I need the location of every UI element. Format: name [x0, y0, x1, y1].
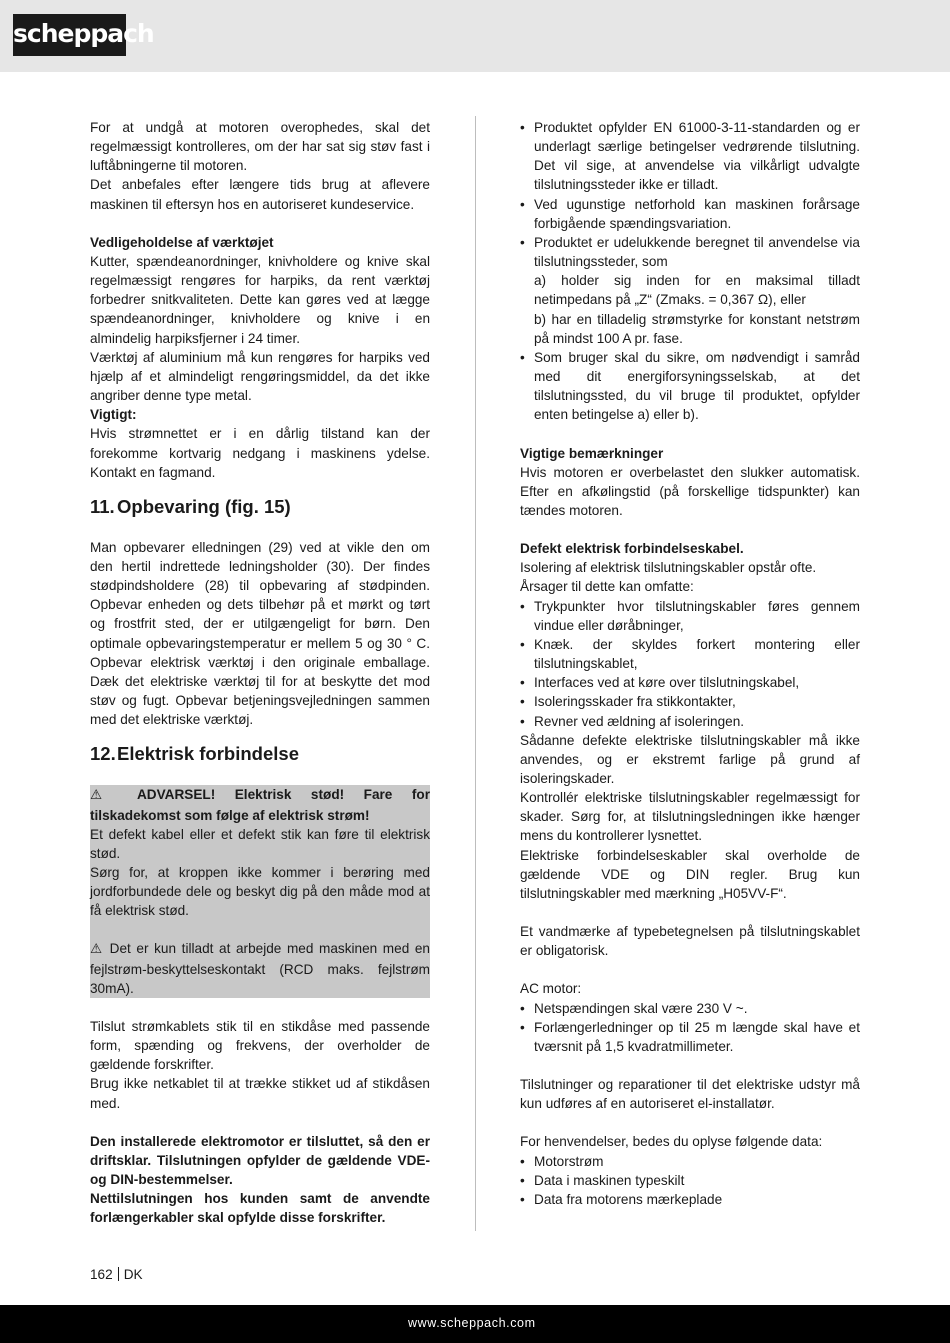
paragraph: Brug ikke netkablet til at trække stikket ud af stikdåsen med.	[90, 1076, 430, 1111]
page-number: 162	[90, 1267, 113, 1282]
warning-icon: ⚠	[90, 941, 105, 958]
column-divider	[475, 116, 476, 1231]
causes-list	[520, 597, 860, 731]
paragraph: Sådanne defekte elektriske tilslutningskabler må ikke anvendes, og er ekstremt farlige på grund af isoleringskader.	[520, 732, 860, 786]
language-code: DK	[123, 1267, 143, 1282]
left-column	[90, 118, 430, 1228]
list-item-text: Produktet er udelukkende beregnet til anvendelse via tilslutningssteder, som	[534, 234, 860, 270]
scheppach-logo: scheppach	[13, 14, 126, 56]
section-title: Elektrisk forbindelse	[117, 743, 299, 765]
list-item: • Produktet opfylder EN 61000-3-11-standarden og er underlagt særlige betingelser vedrørende tilslutning. Det vil sige, at anvendelse via vilkårligt udvalgte tilslutningssteder ikke er tilladt.	[520, 118, 860, 195]
paragraph: Et vandmærke af typebetegnelsen på tilslutningskablet er obligatorisk.	[520, 924, 860, 959]
list-item	[520, 233, 860, 348]
paragraph: Elektriske forbindelseskabler skal overholde de gældende VDE og DIN regler. Brug kun tilslutningskabler med mærkning „H05VV-F“.	[520, 847, 860, 901]
list-item: • Interfaces ved at køre over tilslutningskabel,	[520, 673, 860, 692]
paragraph: Hvis motoren er overbelastet den slukker automatisk. Efter en afkølingstid (på forskellige tidspunkter) kan tændes motoren.	[520, 464, 860, 518]
paragraph: Det anbefales efter længere tids brug at aflevere maskinen til eftersyn hos en autoriseret kundeservice.	[90, 177, 430, 212]
paragraph	[90, 939, 430, 997]
bold-paragraph: Den installerede elektromotor er tilsluttet, så den er driftsklar. Tilslutningen opfylder de gældende VDE- og DIN-bestemmelser.	[90, 1133, 430, 1188]
separator	[118, 1267, 119, 1281]
list-item: • Ved ugunstige netforhold kan maskinen forårsage forbigående spændingsvariation.	[520, 195, 860, 233]
website-link[interactable]: www.scheppach.com	[408, 1316, 536, 1330]
list-item: • Knæk. der skyldes forkert montering eller tilslutningskablet,	[520, 635, 860, 673]
list-item: • Motorstrøm	[520, 1152, 860, 1171]
ac-motor-label: AC motor:	[520, 981, 582, 997]
list-item: • Netspændingen skal være 230 V ~.	[520, 999, 860, 1018]
list-item: • Isoleringsskader fra stikkontakter,	[520, 692, 860, 711]
section-subheading: Vigtige bemærkninger	[520, 445, 664, 461]
condition-b: b) har en tilladelig strømstyrke for konstant netstrøm på mindst 100 A pr. fase.	[534, 311, 860, 346]
paragraph: Tilslut strømkablets stik til en stikdåse med passende form, spænding og frekvens, der overholder de gældende forskrifter.	[90, 1018, 430, 1073]
paragraph: For henvendelser, bedes du oplyse følgende data:	[520, 1134, 823, 1150]
inquiry-list	[520, 1152, 860, 1209]
list-item: • Revner ved ældning af isoleringen.	[520, 712, 860, 731]
paragraph: Man opbevarer elledningen (29) ved at vikle den om den hertil indrettede ledningsholder (30). Der findes stødpindsholdere (28) til opbevaring af stødpinden. Opbevar enheden og dets tilbehør på et mørkt og tørt og frostfrit sted, der er utilgængeligt for børn. Den optimale opbevaringstemperatur er mellem 5 og 30 ° C. Opbevar elektrisk værktøj i den originale emballage. Dæk det elektriske værktøj til for at beskytte det mod støv og fugt. Opbevar betjeningsvejledningen sammen med det elektriske værktøj.	[90, 539, 430, 728]
warning-icon: ⚠	[90, 787, 118, 804]
warning-box	[90, 785, 430, 998]
footer-bar	[0, 1305, 950, 1343]
paragraph: Kontrollér elektriske tilslutningskabler regelmæssigt for skader. Sørg for, at tilslutningsledningen ikke hænger mens du kontrollerer lysnettet.	[520, 790, 860, 844]
paragraph: Tilslutninger og reparationer til det elektriske udstyr må kun udføres af en autoriseret el-installatør.	[520, 1077, 860, 1112]
important-label: Vigtigt:	[90, 407, 137, 423]
paragraph: Isolering af elektrisk tilslutningskabler opstår ofte.	[520, 560, 817, 576]
paragraph: Et defekt kabel eller et defekt stik kan føre til elektrisk stød.	[90, 826, 430, 861]
section-heading-11	[90, 495, 430, 519]
ac-motor-list	[520, 999, 860, 1056]
section-heading-12	[90, 742, 430, 766]
paragraph: Hvis strømnettet er i en dårlig tilstand kan der forekomme kortvarig nedgang i maskinens ydelse. Kontakt en fagmand.	[90, 426, 430, 480]
warning-heading	[90, 785, 430, 824]
page-number-footer	[90, 1265, 143, 1284]
paragraph: For at undgå at motoren overophedes, skal det regelmæssigt kontrolleres, om der har sat sig støv fast i luftåbningerne til motoren.	[90, 120, 430, 174]
list-item: • Trykpunkter hvor tilslutningskabler føres gennem vindue eller døråbninger,	[520, 597, 860, 635]
section-subheading: Defekt elektrisk forbindelseskabel.	[520, 541, 744, 557]
bold-paragraph: Nettilslutningen hos kunden samt de anvendte forlængerkabler skal opfylde disse forskrifter.	[90, 1191, 430, 1226]
condition-a: a) holder sig inden for en maksimal tilladt netimpedans på „Z“ (Zmaks. = 0,367 Ω), eller	[534, 273, 860, 308]
paragraph: Årsager til dette kan omfatte:	[520, 579, 694, 595]
paragraph: Værktøj af aluminium må kun rengøres for harpiks ved hjælp af et almindeligt rengøringsmiddel, da det ikke angriber denne type metal.	[90, 349, 430, 404]
warning-heading-text: ADVARSEL! Elektrisk stød! Fare for tilskadekomst som følge af elektrisk strøm!	[90, 787, 430, 823]
warning-text: Det er kun tilladt at arbejde med maskinen med en fejlstrøm-beskyttelseskontakt (RCD maks. fejlstrøm 30mA).	[90, 941, 430, 996]
paragraph: Sørg for, at kroppen ikke kommer i berøring med jordforbundede dele og beskyt dig på den måde mod at få elektrisk stød.	[90, 865, 430, 919]
right-column	[520, 118, 860, 1209]
page-header	[0, 0, 950, 72]
list-item: • Som bruger skal du sikre, om nødvendigt i samråd med dit energiforsyningsselskab, at det tilslutningssted, du vil bruge til produktet, opfylder enten betingelse a) eller b).	[520, 348, 860, 425]
section-number: 12.	[90, 743, 116, 765]
list-item: • Data i maskinen typeskilt	[520, 1171, 860, 1190]
paragraph: Kutter, spændeanordninger, knivholdere og knive skal regelmæssigt rengøres for harpiks, da rent værktøj forbedrer snitkvaliteten. Dette kan gøres ved at lægge spændeanordninger, knivholdere og knive i en almindelig harpiksfjerner i 24 timer.	[90, 253, 430, 346]
section-number: 11.	[90, 495, 115, 517]
list-item: • Forlængerledninger op til 25 m længde skal have et tværsnit på 1,5 kvadratmillimeter.	[520, 1018, 860, 1056]
section-subheading: Vedligeholdelse af værktøjet	[90, 234, 274, 250]
section-title: Opbevaring (fig. 15)	[117, 495, 291, 517]
list-item: • Data fra motorens mærkeplade	[520, 1190, 860, 1209]
conditions-list	[520, 118, 860, 425]
